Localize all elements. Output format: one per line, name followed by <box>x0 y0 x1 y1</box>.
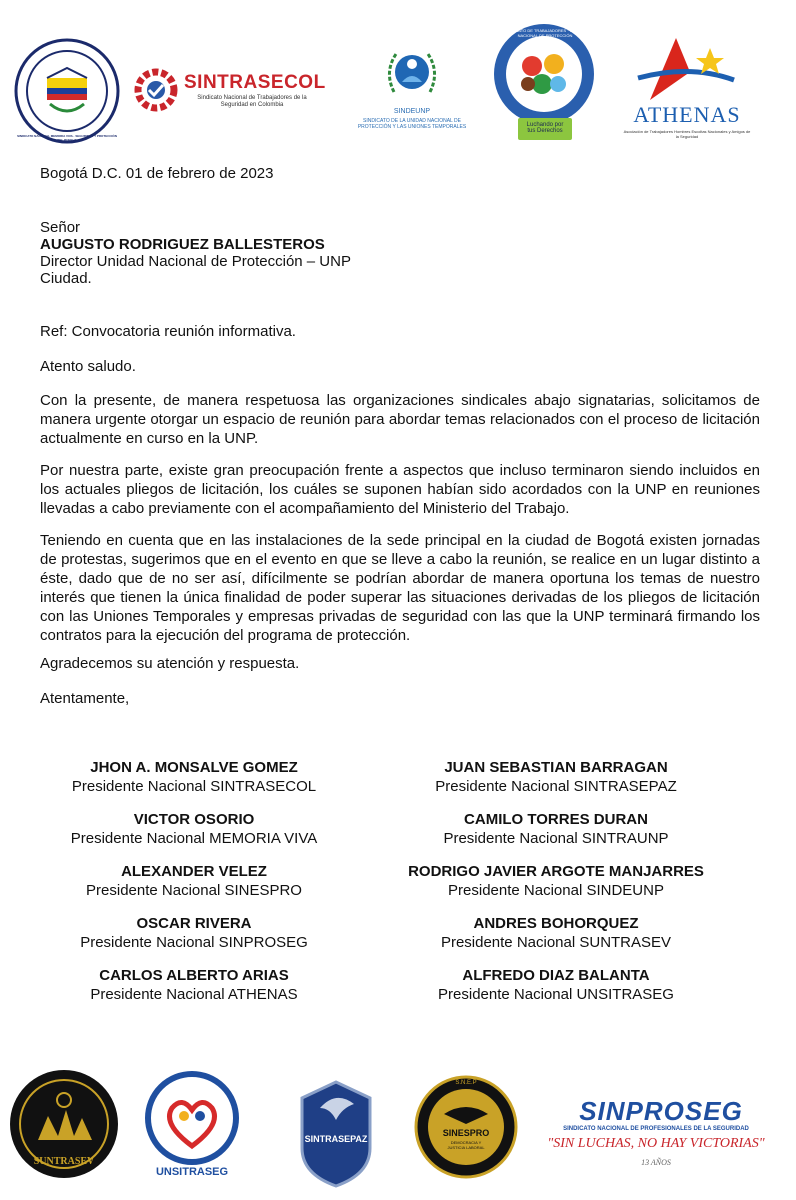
sintraunp-tagline-box <box>518 118 572 140</box>
logo-memoria-viva <box>14 38 120 144</box>
signatory-name: ANDRES BOHORQUEZ <box>473 915 639 932</box>
sintraunp-ring-text: SINDICATO DE TRABAJADORES · UNIDAD NACIONAL DE PROTECCIÓN <box>504 28 586 38</box>
sindeunp-wreath-icon <box>380 42 444 106</box>
letter-reference: Ref: Convocatoria reunión informativa. <box>40 323 296 340</box>
unsitraseg-name: UNSITRASEG <box>155 1166 229 1178</box>
logo-sintrasepaz <box>296 1078 376 1188</box>
sintrasecol-subtitle: Sindicato Nacional de Trabajadores de la Seguridad en Colombia <box>197 95 307 108</box>
suntrasev-name: SUNTRASEV <box>33 1156 95 1167</box>
signatory-name: RODRIGO JAVIER ARGOTE MANJARRES <box>408 863 704 880</box>
sinproseg-name: SINPROSEG <box>579 1096 743 1126</box>
recipient-city: Ciudad. <box>40 270 92 287</box>
sintrasepaz-name: SINTRASEPAZ <box>304 1134 368 1144</box>
paragraph-3-wrap <box>40 531 760 645</box>
signatory-name: ALEXANDER VELEZ <box>121 863 267 880</box>
logo-unsitraseg <box>144 1070 240 1182</box>
signatory-right-5 <box>396 966 716 1004</box>
memoria-viva-ring-text: SINDICATO NACIONAL MEMORIA VIVA · SEGURIDAD Y PROTECCIÓN DEL PUEBLO <box>17 134 117 142</box>
logo-suntrasev <box>8 1066 120 1184</box>
letter-date: Bogotá D.C. 01 de febrero de 2023 <box>40 165 274 182</box>
signatory-left-5 <box>34 966 354 1004</box>
signatory-name: ALFREDO DIAZ BALANTA <box>462 967 650 984</box>
signatory-role: Presidente Nacional SINPROSEG <box>80 934 308 951</box>
paragraph-1: Con la presente, de manera respetuosa las organizaciones sindicales abajo signatarias, solicitamos de manera urgente otorgar un espacio de reunión para abordar temas relacionados con el proceso de licitación actualmente en curso en la UNP. <box>40 392 760 447</box>
signatory-right-4 <box>396 914 716 952</box>
logo-sinespro <box>414 1074 518 1180</box>
signatory-role: Presidente Nacional MEMORIA VIVA <box>70 830 318 847</box>
sintrasecol-name: SINTRASECOL <box>184 72 326 93</box>
sinproseg-slogan: "SIN LUCHAS, NO HAY VICTORIAS" <box>547 1136 765 1151</box>
paragraph-1-wrap <box>40 391 760 448</box>
recipient-title: Director Unidad Nacional de Protección – UNP <box>40 253 351 270</box>
signatory-right-3 <box>396 862 716 900</box>
signatory-name: OSCAR RIVERA <box>136 915 252 932</box>
letter-salutation: Señor <box>40 219 81 236</box>
signatory-name: JUAN SEBASTIAN BARRAGAN <box>444 759 668 776</box>
sinproseg-subtitle: SINDICATO NACIONAL DE PROFESIONALES DE LA SEGURIDAD <box>563 1126 749 1132</box>
signatory-name: CARLOS ALBERTO ARIAS <box>99 967 289 984</box>
signatory-name: VICTOR OSORIO <box>133 811 255 828</box>
letter-thanks: Agradecemos su atención y respuesta. <box>40 655 300 672</box>
signatory-name: CAMILO TORRES DURAN <box>464 811 648 828</box>
sindeunp-name: SINDEUNP <box>393 108 431 115</box>
signatory-role: Presidente Nacional ATHENAS <box>90 986 298 1003</box>
signatory-role: Presidente Nacional SINTRAUNP <box>443 830 669 847</box>
sinespro-motto: DEMOCRACIA Y JUSTICIA LABORAL <box>447 1140 485 1150</box>
signatory-left-3 <box>34 862 354 900</box>
signatory-right-2 <box>396 810 716 848</box>
paragraph-2: Por nuestra parte, existe gran preocupación frente a aspectos que incluso terminaron siendo incluidos en los actuales pliegos de licitación, los cuáles se suponen habían sido acordados con la UNP en reuniones llevadas a cabo previamente con el acompañamiento del Ministerio del Trabajo. <box>40 462 760 517</box>
logo-sinproseg <box>540 1096 772 1176</box>
paragraph-2-wrap <box>40 461 760 518</box>
recipient-name: AUGUSTO RODRIGUEZ BALLESTEROS <box>40 236 325 253</box>
signatory-role: Presidente Nacional SINTRASEPAZ <box>435 778 677 795</box>
signatory-right-1 <box>396 758 716 796</box>
sintrasepaz-shield-icon <box>296 1078 376 1188</box>
sinespro-name: SINESPRO <box>442 1128 490 1138</box>
logo-sindeunp <box>348 42 476 146</box>
signatory-role: Presidente Nacional SUNTRASEV <box>440 934 672 951</box>
memoria-viva-seal-icon <box>14 38 120 144</box>
athenas-name: ATHENAS <box>633 102 741 127</box>
signatory-role: Presidente Nacional UNSITRASEG <box>438 986 674 1003</box>
sintrasecol-gear-icon <box>132 66 180 114</box>
sintraunp-tagline-1: Luchando por <box>526 122 564 128</box>
unsitraseg-heart-icon <box>144 1070 240 1166</box>
signatory-role: Presidente Nacional SINDEUNP <box>448 882 664 899</box>
sinespro-seal-icon <box>414 1074 518 1180</box>
logo-sintrasecol <box>132 64 326 116</box>
paragraph-3: Teniendo en cuenta que en las instalaciones de la sede principal en la ciudad de Bogotá existen jornadas de protestas, sugerimos que en el evento en que se lleve a cabo la reunión, se realice en un lugar distinto a éste, dado que de no ser así, difícilmente se podrían abordar de manera oportuna los temas de nuestro interés que tienen la única finalidad de poder superar las situaciones derivadas de los pliegos de licitación con las Uniones Temporales y empresas privadas de seguridad con las que la UNP terminará firmando los contratos para la ejecución del programa de protección. <box>40 532 760 644</box>
sinproseg-years: 13 AÑOS <box>641 1158 671 1167</box>
logo-sintraunp <box>484 22 606 142</box>
signatory-left-1 <box>34 758 354 796</box>
letter-greeting: Atento saludo. <box>40 358 136 375</box>
sintraunp-tagline-2: tus Derechos <box>527 128 563 134</box>
sindeunp-subtitle: SINDICATO DE LA UNIDAD NACIONAL DE PROTECCIÓN Y LAS UNIONES TEMPORALES <box>357 118 467 130</box>
athenas-subtitle: Asociación de Trabajadores Hombres Escoltas Nacionales y Amigos de la Seguridad <box>623 129 751 139</box>
sinespro-top: S.N.E.P <box>455 1080 477 1086</box>
signatory-left-2 <box>34 810 354 848</box>
signatory-name: JHON A. MONSALVE GOMEZ <box>90 759 298 776</box>
signatory-role: Presidente Nacional SINESPRO <box>86 882 302 899</box>
letter-closing: Atentamente, <box>40 690 130 707</box>
signatory-role: Presidente Nacional SINTRASECOL <box>71 778 317 795</box>
athenas-star-icon <box>630 34 740 102</box>
signatory-left-4 <box>34 914 354 952</box>
logo-athenas <box>616 34 758 144</box>
